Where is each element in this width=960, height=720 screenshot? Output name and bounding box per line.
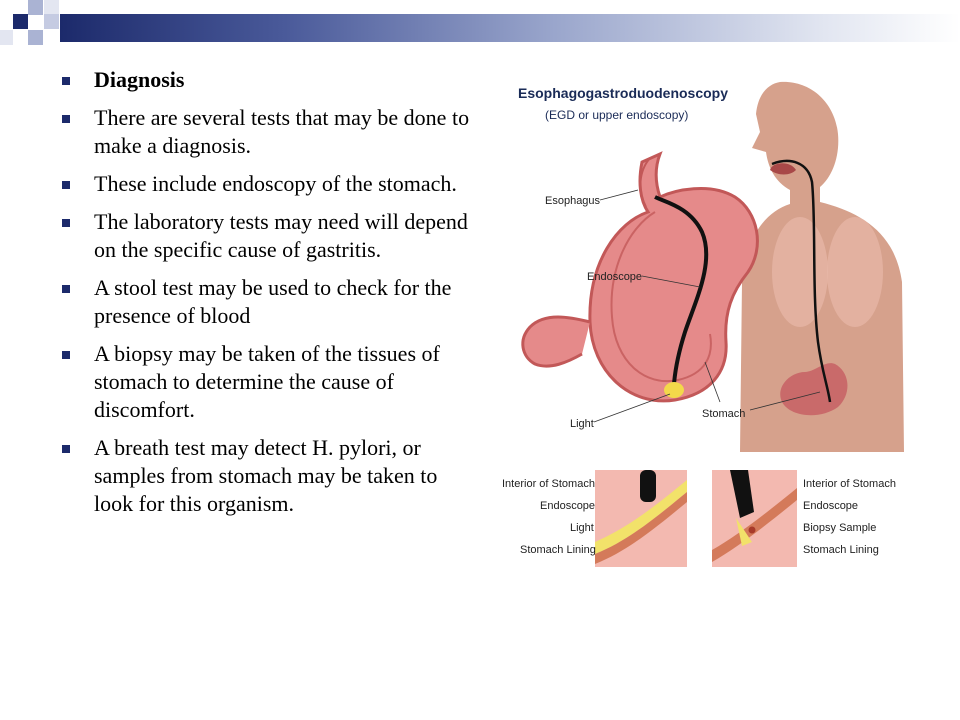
- bullet-marker: [62, 181, 70, 189]
- leader-line: [594, 394, 670, 422]
- label-endoscope: Endoscope: [587, 271, 643, 283]
- egd-illustration: [490, 72, 910, 582]
- inset-right-label: Endoscope: [803, 500, 859, 512]
- header-square: [13, 14, 28, 29]
- bullet-marker: [62, 115, 70, 123]
- bullet-text: These include endoscopy of the stomach.: [94, 171, 457, 196]
- bullet-text: There are several tests that may be done to make a diagnosis.: [94, 105, 470, 158]
- inset-left-label: Endoscope: [540, 500, 596, 512]
- bullet-text: The laboratory tests may need will depend on the specific cause of gastritis.: [94, 209, 468, 262]
- leader-line: [600, 190, 638, 200]
- bullet-text: A breath test may detect H. pylori, or samples from stomach may be taken to look for this organism.: [94, 435, 438, 516]
- header-square: [0, 30, 13, 45]
- bullet-item: [62, 170, 472, 198]
- bullet-list: [62, 66, 472, 528]
- bullet-item: [62, 208, 472, 264]
- header-square: [28, 30, 43, 45]
- header-square: [28, 0, 43, 15]
- bullet-item: [62, 66, 472, 94]
- light-glow: [664, 382, 684, 398]
- bullet-marker: [62, 77, 70, 85]
- inset-left-label: Light: [570, 522, 594, 534]
- inset-left-label: Interior of Stomach: [502, 478, 595, 490]
- bullet-item: [62, 104, 472, 160]
- inset-right-label: Stomach Lining: [803, 544, 879, 556]
- inset-left-label: Stomach Lining: [520, 544, 596, 556]
- bullet-marker: [62, 285, 70, 293]
- body-silhouette: [740, 82, 904, 452]
- bullet-marker: [62, 445, 70, 453]
- header-gradient-bar: [60, 14, 960, 42]
- bullet-text: A biopsy may be taken of the tissues of stomach to determine the cause of discomfort.: [94, 341, 440, 422]
- header-square: [44, 14, 59, 29]
- label-stomach: Stomach: [702, 408, 746, 420]
- bullet-item: [62, 274, 472, 330]
- label-esophagus: Esophagus: [545, 195, 601, 207]
- inset-right-label: Interior of Stomach: [803, 478, 896, 490]
- bullet-item: [62, 340, 472, 424]
- bullet-item: [62, 434, 472, 518]
- bullet-marker: [62, 219, 70, 227]
- figure-title: Esophagogastroduodenoscopy: [518, 85, 729, 101]
- inset-left: [595, 470, 687, 567]
- bullet-marker: [62, 351, 70, 359]
- header-square: [44, 0, 59, 15]
- label-light: Light: [570, 418, 594, 430]
- inset-right-label: Biopsy Sample: [803, 522, 877, 534]
- bullet-text: A stool test may be used to check for the presence of blood: [94, 275, 452, 328]
- bullet-text: Diagnosis: [94, 67, 185, 92]
- inset-right: [712, 470, 797, 567]
- figure-subtitle: (EGD or upper endoscopy): [545, 108, 689, 122]
